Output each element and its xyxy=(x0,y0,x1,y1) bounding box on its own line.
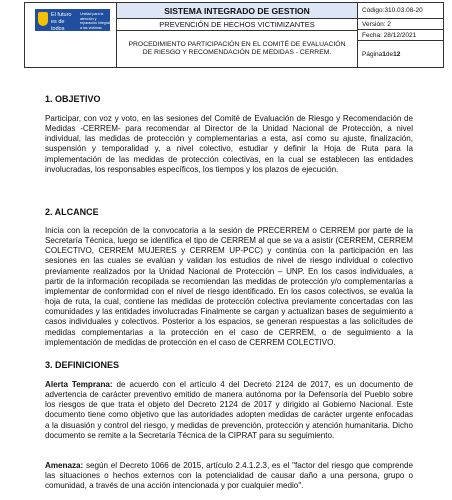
document-version: Versión: 2 xyxy=(358,19,444,30)
page-current: 1 xyxy=(382,50,386,58)
page-total: 12 xyxy=(393,50,401,58)
system-title: SISTEMA INTEGRADO DE GESTION xyxy=(117,3,357,19)
shield-icon xyxy=(38,12,48,26)
institution-logo xyxy=(35,9,110,31)
definition-amenaza xyxy=(45,461,413,491)
header-meta-cell xyxy=(358,3,444,67)
definition-term: Amenaza: xyxy=(45,461,84,470)
page-of: de xyxy=(385,50,394,58)
section-alcance-heading: 2. ALCANCE xyxy=(45,207,99,217)
logo-text-main: El futuro es de todos xyxy=(51,12,72,32)
document-code: Código:310.03.08-20 xyxy=(358,3,444,19)
logo-text-sub: Unidad para la atención y reparación integral a las víctimas xyxy=(80,12,110,30)
document-header xyxy=(24,2,444,68)
definition-term: Alerta Temprana: xyxy=(45,380,113,389)
page-prefix: Página xyxy=(362,50,383,58)
logo-cell xyxy=(25,3,117,67)
procedure-name: PROCEDIMIENTO PARTICIPACIÓN EN EL COMITÉ DE EVALUACIÓN DE RIESGO Y RECOMENDACIÓN DE MEDIDAS - CERREM. xyxy=(128,41,346,56)
document-date: Fecha: 28/12/2021 xyxy=(358,30,444,41)
section-definiciones-heading: 3. DEFINICIONES xyxy=(45,360,120,370)
section-objetivo-heading: 1. OBJETIVO xyxy=(45,94,101,104)
definition-text: según el Decreto 1066 de 2015, artículo 2.4.1.2.3, es el "factor del riesgo que comprende las situaciones o hechos externos con la potencialidad de causar daño a una persona, grupo o comunidad, a través de una acción intencionada y por cualquier medio". xyxy=(45,461,413,491)
process-name: PREVENCIÓN DE HECHOS VICTIMIZANTES xyxy=(117,19,357,31)
definition-alerta-temprana xyxy=(45,380,413,441)
header-title-cell xyxy=(117,3,358,67)
page-number xyxy=(358,41,444,67)
section-alcance-body: Inicia con la recepción de la convocatoria a la sesión de PRECERREM o CERREM por parte de la Secretaría Técnica, luego se identifica el tipo de CERREM al que se va a asistir (CERREM, CERREM COLECTIVO, CERREM MUJERES y CERREM UP-PCC) y continúa con la participación en las sesiones en las cuales se evalúan y validan los estudios de nivel de riesgo individual o colectivo previamente realizados por la Unidad Nacional de Protección – UNP. En los casos individuales, a partir de la información recopilada se recomiendan las medidas de protección y/o complementarias a implementar de conformidad con el nivel de riesgo identificado. En los casos colectivos, se evalúa la hoja de ruta, la cual, contiene las medidas de protección colectiva previamente concertadas con las comunidades y las entidades involucradas Finalmente se cargan y actualizan bases de seguimiento a casos individuales y colectivos. Posterior a los espacios, se generan respuestas a las solicitudes de medidas complementarias a la protección en el caso de CERREM, o de seguimiento a la implementación de medidas de protección en el caso de CERREM COLECTIVO. xyxy=(45,226,413,347)
section-objetivo-body: Participar, con voz y voto, en las sesiones del Comité de Evaluación de Riesgo y Recomendación de Medidas -CERREM- para recomendar al Director de la Unidad Nacional de Protección, a nivel individual, las medidas de protección y complementarias a esta, así como su ajuste, finalización, suspensión y temporalidad y, a nivel colectivo, estudiar y definir la Hoja de Ruta para la implementación de las medidas de protección colectivas, en la cual se establecen las entidades involucradas, los responsables específicos, los tiempos y los plazos de ejecución. xyxy=(45,114,413,174)
definition-text: de acuerdo con el artículo 4 del Decreto 2124 de 2017, es un documento de advertencia de carácter preventivo emitido de manera autónoma por la Defensoría del Pueblo sobre los riesgos de que trata el objeto del Decreto 2124 de 2017 y dirigido al Gobierno Nacional. Este documento tiene como objetivo que las autoridades adopten medidas de carácter urgente enfocadas a la disuasión y control del riesgo, y medidas de prevención, protección y atención humanitaria. Dicho documento se remite a la Secretaría Técnica de la CIPRAT para su seguimiento. xyxy=(45,380,413,440)
